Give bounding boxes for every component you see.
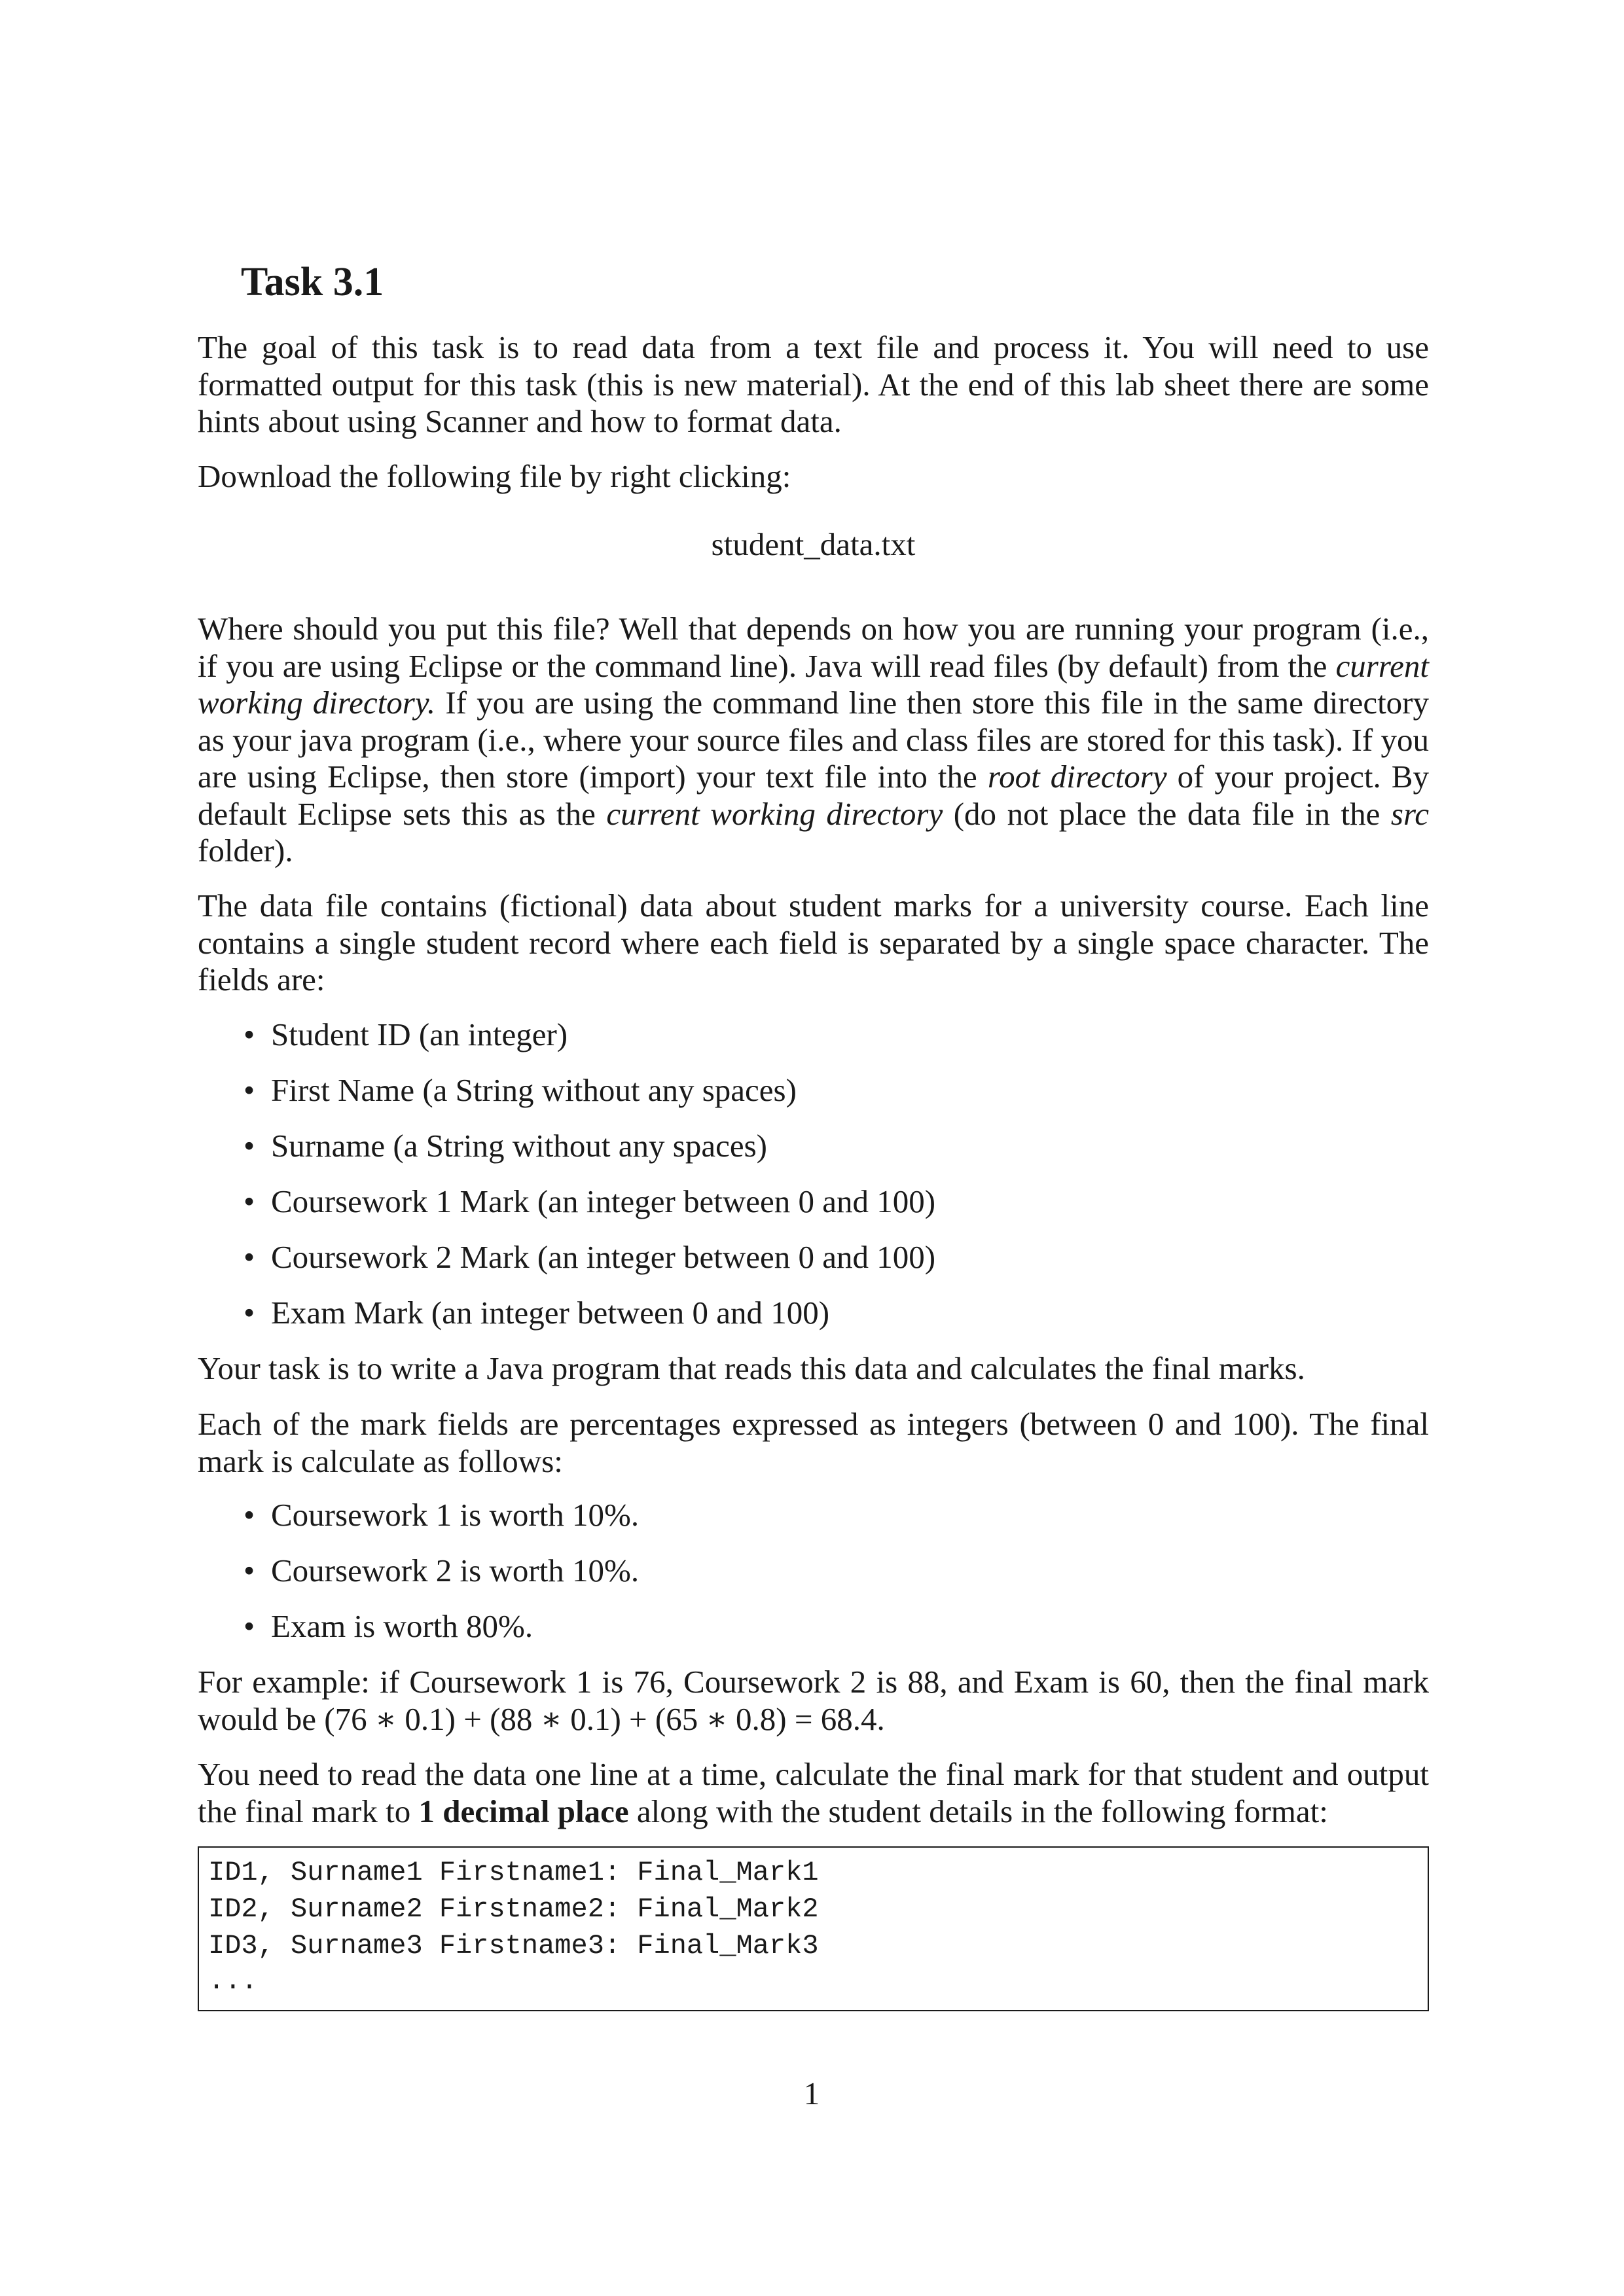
list-item-text: Coursework 1 is worth 10%.	[271, 1497, 640, 1533]
bullet-icon: •	[244, 1183, 255, 1219]
list-item-text: Exam Mark (an integer between 0 and 100)	[271, 1295, 830, 1331]
bullet-icon: •	[244, 1295, 255, 1331]
data-file-paragraph: The data file contains (fictional) data about student marks for a university course. Each line contains a single student record where each field is separated by a single space character. The fields are:	[198, 888, 1429, 997]
list-item	[198, 1239, 1429, 1295]
code-line: ID1, Surname1 Firstname1: Final_Mark1	[208, 1857, 819, 1888]
bold-text: 1 decimal place	[418, 1793, 629, 1829]
list-item-text: First Name (a String without any spaces)	[271, 1072, 797, 1108]
fields-list	[198, 1016, 1429, 1350]
bullet-icon: •	[244, 1072, 255, 1108]
list-item	[198, 1295, 1429, 1350]
intro-paragraph: The goal of this task is to read data from a text file and process it. You will need to use formatted output for this task (this is new material). At the end of this lab sheet there are some hints about using Scanner and how to format data.	[198, 329, 1429, 439]
emphasis: current working directory.	[198, 647, 1429, 721]
list-item-text: Coursework 1 Mark (an integer between 0 and 100)	[271, 1183, 936, 1219]
list-item-text: Exam is worth 80%.	[271, 1608, 533, 1644]
list-item	[198, 1183, 1429, 1239]
list-item-text: Coursework 2 Mark (an integer between 0 and 100)	[271, 1239, 936, 1275]
download-instruction: Download the following file by right clicking:	[198, 458, 791, 494]
file-location-paragraph	[198, 611, 1429, 870]
list-item-text: Surname (a String without any spaces)	[271, 1128, 767, 1164]
list-item-text: Coursework 2 is worth 10%.	[271, 1552, 640, 1588]
list-item	[198, 1016, 1429, 1072]
list-item	[198, 1552, 1429, 1608]
text: folder).	[198, 833, 293, 869]
task-paragraph: Your task is to write a Java program that reads this data and calculates the final marks.	[198, 1350, 1305, 1386]
text: of your project. By default Eclipse sets this as the	[198, 759, 1429, 832]
bullet-icon: •	[244, 1608, 255, 1644]
page-number: 1	[803, 2075, 820, 2111]
bullet-icon: •	[244, 1497, 255, 1533]
text: (do not place the data file in the	[943, 795, 1391, 832]
bullet-icon: •	[244, 1552, 255, 1588]
bullet-icon: •	[244, 1016, 255, 1052]
list-item-text: Student ID (an integer)	[271, 1016, 568, 1052]
marks-paragraph: Each of the mark fields are percentages expressed as integers (between 0 and 100). The final mark is calculate as follows:	[198, 1406, 1429, 1479]
task-heading: Task 3.1	[241, 260, 384, 304]
list-item	[198, 1497, 1429, 1552]
bullet-icon: •	[244, 1128, 255, 1164]
emphasis: src	[1390, 795, 1429, 832]
text: Where should you put this file? Well that depends on how you are running your program (i.e., if you are using Eclipse or the command line). Java will read files (by default) from the	[198, 611, 1429, 684]
output-format-box	[198, 1846, 1429, 2011]
text: along with the student details in the following format:	[628, 1793, 1328, 1829]
code-line: ID2, Surname2 Firstname2: Final_Mark2	[208, 1893, 819, 1925]
weights-list	[198, 1497, 1429, 1664]
example-paragraph: For example: if Coursework 1 is 76, Coursework 2 is 88, and Exam is 60, then the final mark would be (76 ∗ 0.1) + (88 ∗ 0.1) + (65 ∗ 0.8) = 68.4.	[198, 1664, 1429, 1737]
student-data-file-link[interactable]: student_data.txt	[711, 526, 916, 562]
list-item	[198, 1608, 1429, 1664]
text: You need to read the data one line at a time, calculate the final mark for that student and output the final mark to	[198, 1756, 1429, 1829]
list-item	[198, 1128, 1429, 1183]
list-item	[198, 1072, 1429, 1128]
code-line: ...	[208, 1965, 258, 1997]
emphasis: current working directory	[606, 795, 943, 832]
emphasis: root directory	[987, 759, 1167, 795]
text: If you are using the command line then store this file in the same directory as your java program (i.e., where your source files and class files are stored for this task). If you are using Eclipse, then store (import) your text file into the	[198, 685, 1429, 795]
bullet-icon: •	[244, 1239, 255, 1275]
code-line: ID3, Surname3 Firstname3: Final_Mark3	[208, 1930, 819, 1962]
output-paragraph	[198, 1756, 1429, 1830]
